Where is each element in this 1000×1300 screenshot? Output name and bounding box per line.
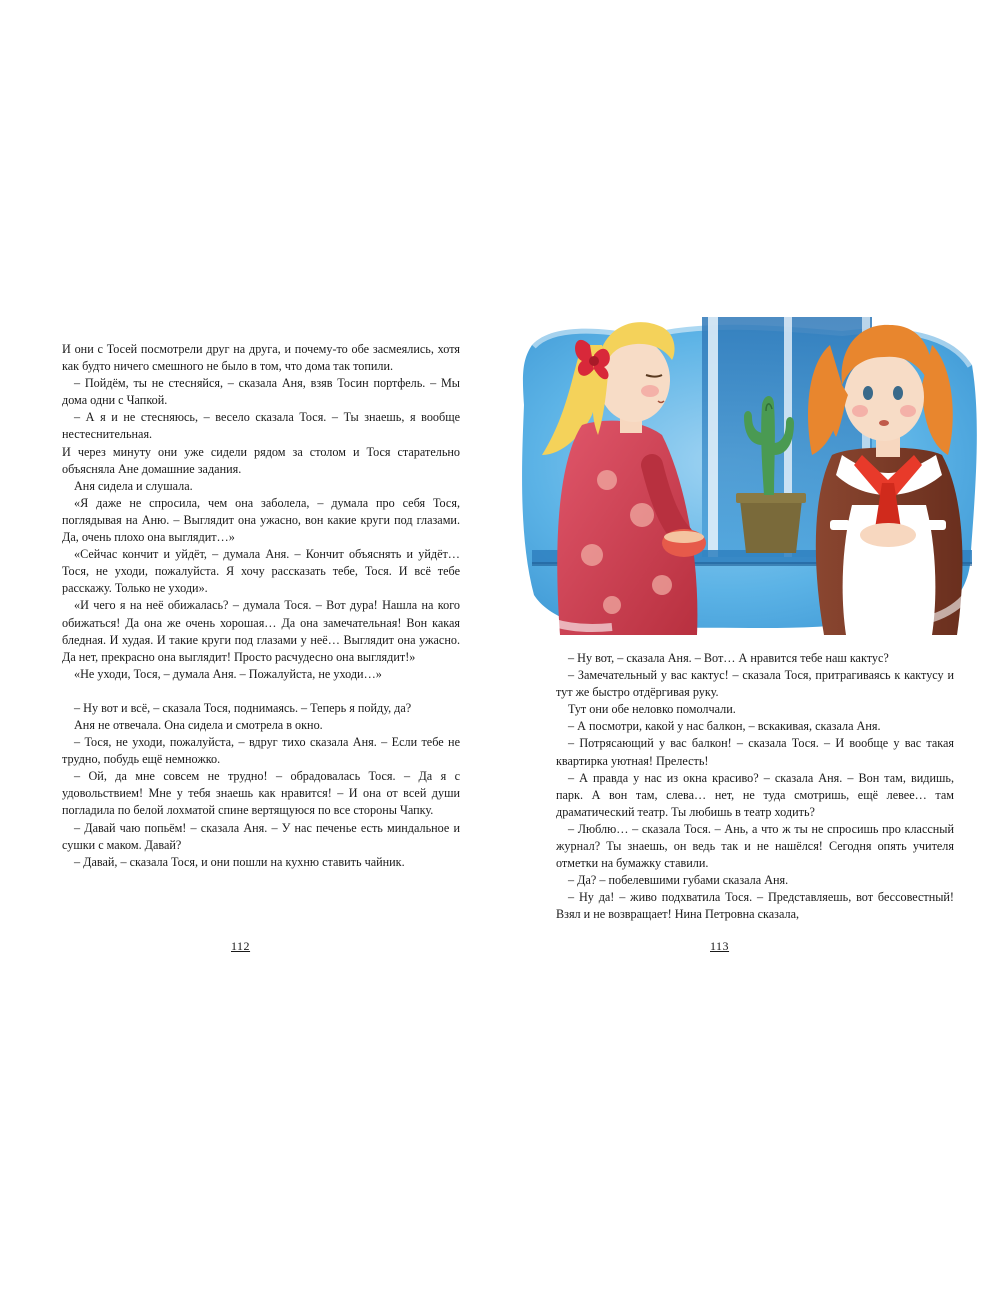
paragraph: – Пойдём, ты не стесняйся, – сказала Аня, взяв Тосин портфель. – Мы дома одни с Чапкой.	[62, 376, 460, 408]
paragraph: – Да? – побелевшими губами сказала Аня.	[568, 873, 789, 888]
paragraph: – Ну вот, – сказала Аня. – Вот… А нравится тебе наш кактус?	[568, 651, 889, 665]
paragraph: «Не уходи, Тося, – думала Аня. – Пожалуйста, не уходи…»	[74, 666, 382, 681]
paragraph: Тут они обе неловко помолчали.	[568, 702, 736, 717]
paragraph: – Давай чаю попьём! – сказала Аня. – У нас печенье есть миндальное и сушки с маком. Давай?	[62, 820, 460, 852]
paragraph: – Ой, да мне совсем не трудно! – обрадовалась Тося. – Да я с удовольствием! Мне у тебя знаешь как нравится! – И она от всей души погладила по белой лохматой спине вертящуюся по все стороны Чапку.	[62, 769, 460, 818]
paragraph: «И чего я на неё обижалась? – думала Тося. – Вот дура! Нашла на кого обижаться! Да она же очень хорошая… Да она замечательная! Вон какая бледная. И худая. И такие круги под глазами у неё… Выглядит она ужасно. Да нет, прекрасно она выглядит! Просто расчудесно она выглядит!»	[62, 598, 460, 664]
right-page-text	[556, 650, 954, 924]
paragraph: – Потрясающий у вас балкон! – сказала Тося. – И вообще у вас такая квартирка уютная! Прелесть!	[556, 736, 954, 768]
paragraph: – А правда у нас из окна красиво? – сказала Аня. – Вон там, видишь, парк. А вон там, слева… нет, не туда смотришь, ещё левее… там драматический театр. Ты любишь в театр ходить?	[556, 770, 954, 819]
paragraph: – Тося, не уходи, пожалуйста, – вдруг тихо сказала Аня. – Если тебе не трудно, побудь ещё немножко.	[62, 735, 460, 767]
illustration-art	[512, 305, 982, 635]
paragraph: – А посмотри, какой у нас балкон, – вскакивая, сказала Аня.	[568, 719, 881, 734]
paragraph: – Давай, – сказала Тося, и они пошли на кухню ставить чайник.	[74, 854, 405, 869]
paragraph: – Ну вот и всё, – сказала Тося, поднимаясь. – Теперь я пойду, да?	[74, 700, 412, 715]
page-number: 112	[231, 939, 251, 953]
paragraph: «Я даже не спросила, чем она заболела, – думала про себя Тося, поглядывая на Аню. – Выглядит она ужасно, вон какие круги под глазами. Да, очень плохо она выглядит…»	[62, 495, 460, 545]
left-page-text	[62, 341, 460, 871]
paragraph: И через минуту они уже сидели рядом за столом и Тося старательно объясняла Ане домашние задания.	[62, 444, 460, 476]
paragraph: – Замечательный у вас кактус! – сказала Тося, притрагиваясь к кактусу и тут же быстро отдёргивая руку.	[556, 668, 954, 700]
paragraph: «Сейчас кончит и уйдёт, – думала Аня. – Кончит объяснять и уйдёт… Тося, не уходи, пожалуйста. Я хочу рассказать тебе, Тося. И всё тебе расскажу. Только не уходи».	[62, 547, 460, 596]
paragraph: – А я и не стесняюсь, – весело сказала Тося. – Ты знаешь, я вообще нестеснительная.	[62, 410, 460, 442]
page-number: 113	[710, 939, 730, 953]
right-page	[500, 0, 1000, 1300]
paragraph: Аня не отвечала. Она сидела и смотрела в окно.	[74, 717, 323, 732]
paragraph: – Ну да! – живо подхватила Тося. – Представляешь, вот бессовестный! Взял и не возвращает! Нина Петровна сказала,	[556, 890, 954, 922]
paragraph: И они с Тосей посмотрели друг на друга, и почему-то обе засмеялись, хотя как будто ничего смешного не было в том, что дома так топили.	[62, 342, 460, 374]
paragraph: Аня сидела и слушала.	[74, 478, 193, 493]
paragraph: – Люблю… – сказала Тося. – Ань, а что ж ты не спросишь про классный журнал? Ты знаешь, он ведь так и не нашёлся! Сегодня опять учителя отметки на бумажку ставили.	[556, 821, 954, 871]
illustration	[512, 305, 982, 635]
